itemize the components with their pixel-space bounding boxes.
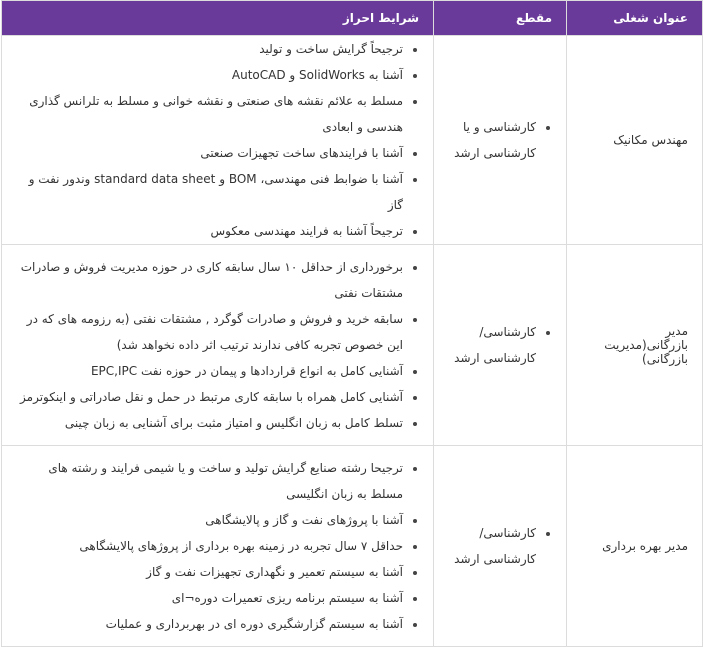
- list-item: • آشنایی کامل همراه با سابقه کاری مرتبط در حمل و نقل صادراتی و اینکوترمز: [16, 384, 403, 410]
- jobs-table: [1, 0, 703, 647]
- degree-cell: [434, 446, 567, 647]
- list-item: • ترجیحاً گرایش ساخت و تولید: [16, 36, 403, 62]
- list-item: • سابقه خرید و فروش و صادرات گوگرد , مشتقات نفتی (به رزومه های که در این خصوص تجربه کافی ندارند ترتیب اثر داده نخواهد شد): [16, 306, 403, 358]
- list-item: • آشنا به سیستم تعمیر و نگهداری تجهیزات نفت و گاز: [16, 559, 403, 585]
- degree-list: [448, 319, 552, 371]
- list-item: • آشنا به SolidWorks و AutoCAD: [16, 62, 403, 88]
- requirements-list: [16, 455, 419, 637]
- job-title-cell: مهندس مکانیک: [567, 36, 703, 245]
- table-row: [2, 36, 703, 245]
- list-item: • آشنا به سیستم گزارشگیری دوره ای در بهربرداری و عملیات: [16, 611, 403, 637]
- table-row: [2, 446, 703, 647]
- list-item: • تسلط کامل به زبان انگلیس و امتیاز مثبت برای آشنایی به زبان چینی: [16, 410, 403, 436]
- requirements-cell: [2, 446, 434, 647]
- list-item: • ترجیحاً آشنا به فرایند مهندسی معکوس: [16, 218, 403, 244]
- list-item: • آشنا با فرایندهای ساخت تجهیزات صنعتی: [16, 140, 403, 166]
- degree-line: • کارشناسی/ کارشناسی ارشد: [448, 520, 536, 572]
- degree-list: [448, 114, 552, 166]
- list-item: • برخورداری از حداقل ۱۰ سال سابقه کاری در حوزه مدیریت فروش و صادرات مشتقات نفتی: [16, 254, 403, 306]
- degree-cell: [434, 245, 567, 446]
- table-row: [2, 245, 703, 446]
- degree-cell: [434, 36, 567, 245]
- table-header-row: [2, 1, 703, 36]
- header-requirements: شرایط احراز: [2, 1, 434, 36]
- degree-line: • کارشناسی و یا کارشناسی ارشد: [448, 114, 536, 166]
- requirements-cell: [2, 245, 434, 446]
- degree-line: • کارشناسی/ کارشناسی ارشد: [448, 319, 536, 371]
- list-item: • آشنایی کامل به انواع قراردادها و پیمان در حوزه نفت EPC,IPC: [16, 358, 403, 384]
- list-item: • آشنا به سیستم برنامه ریزی تعمیرات دوره¬ای: [16, 585, 403, 611]
- jobs-table-container: [1, 0, 702, 647]
- header-degree: مقطع: [434, 1, 567, 36]
- list-item: • حداقل ۷ سال تجربه در زمینه بهره برداری از پروژهای پالایشگاهی: [16, 533, 403, 559]
- requirements-cell: [2, 36, 434, 245]
- job-title-cell: مدیر بازرگانی(مدیریت بازرگانی): [567, 245, 703, 446]
- list-item: • مسلط به علائم نقشه های صنعتی و نقشه خوانی و مسلط به تلرانس گذاری هندسی و ابعادی: [16, 88, 403, 140]
- degree-list: [448, 520, 552, 572]
- requirements-list: [16, 36, 419, 244]
- list-item: • آشنا با ضوابط فنی مهندسی، BOM و standard data sheet وندور نفت و گاز: [16, 166, 403, 218]
- list-item: • آشنا با پروژهای نفت و گاز و پالایشگاهی: [16, 507, 403, 533]
- list-item: • ترجیحا رشته صنایع گرایش تولید و ساخت و یا شیمی فرایند و رشته های مسلط به زبان انگلیسی: [16, 455, 403, 507]
- header-job-title: عنوان شغلی: [567, 1, 703, 36]
- requirements-list: [16, 254, 419, 436]
- job-title-cell: مدیر بهره برداری: [567, 446, 703, 647]
